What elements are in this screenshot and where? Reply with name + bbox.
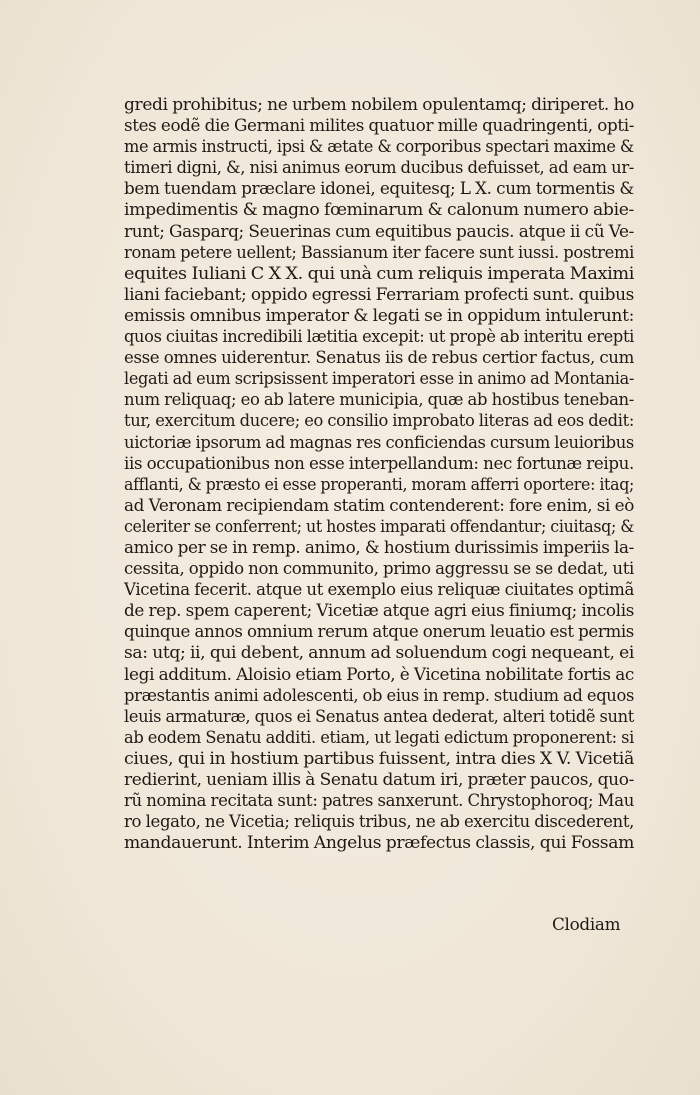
text-line: quinque annos omnium rerum atque onerum leuatio est permis bbox=[124, 621, 634, 642]
text-line: Vicetina fecerit. atque ut exemplo eius reliquæ ciuitates optimã bbox=[124, 579, 635, 600]
text-line: præstantis animi adolescenti, ob eius in remp. studium ad equos bbox=[124, 684, 634, 705]
text-line: redierint, ueniam illis à Senatu datum iri, præter paucos, quo- bbox=[124, 769, 635, 789]
text-line: legati ad eum scripsissent imperatori esse in animo ad Montania- bbox=[124, 368, 635, 389]
text-line: leuis armaturæ, quos ei Senatus antea dederat, alteri totidẽ sunt bbox=[124, 705, 634, 726]
text-line: ronam petere uellent; Bassianum iter facere sunt iussi. postremi bbox=[124, 241, 635, 262]
text-line: me armis instructi, ipsi & ætate & corporibus spectari maxime & bbox=[124, 136, 634, 157]
text-line: iis occupationibus non esse interpellandum: nec fortunæ reipu. bbox=[124, 452, 635, 473]
text-line: gredi prohibitus; ne urbem nobilem opulentamq; diriperet. ho bbox=[124, 94, 634, 114]
text-line: celeriter se conferrent; ut hostes imparati offendantur; ciuitasq; & bbox=[124, 515, 635, 536]
text-line: legi additum. Aloisio etiam Porto, è Vicetina nobilitate fortis ac bbox=[124, 663, 634, 684]
catchword: Clodiam bbox=[552, 914, 621, 934]
text-line: emissis omnibus imperator & legati se in oppidum intulerunt: bbox=[124, 304, 635, 325]
text-line: stes eodẽ die Germani milites quatuor mille quadringenti, opti- bbox=[124, 115, 635, 136]
text-line: liani faciebant; oppido egressi Ferrariam profecti sunt. quibus bbox=[124, 283, 635, 304]
text-line: cessita, oppido non communito, primo aggressu se se dedat, uti bbox=[124, 558, 634, 579]
text-line: tur, exercitum ducere; eo consilio improbato literas ad eos dedit: bbox=[124, 410, 634, 431]
text-line: mandauerunt. Interim Angelus præfectus classis, qui Fossam bbox=[124, 832, 634, 853]
text-line: ro legato, ne Vicetia; reliquis tribus, ne ab exercitu discederent, bbox=[124, 811, 635, 832]
text-line: afflanti, & præsto ei esse properanti, moram afferri oportere: itaq; bbox=[124, 473, 635, 494]
body-text bbox=[124, 94, 634, 853]
text-line: quos ciuitas incredibili lætitia excepit: ut propè ab interitu erepti bbox=[124, 326, 635, 347]
text-line: equites Iuliani C X X. qui unà cum reliquis imperata Maximi bbox=[124, 262, 634, 283]
text-line: ciues, qui in hostium partibus fuissent, intra dies X V. Vicetiã bbox=[124, 747, 635, 768]
text-line: num reliquaq; eo ab latere municipia, quæ ab hostibus teneban- bbox=[124, 389, 635, 410]
text-line: timeri digni, &, nisi animus eorum ducibus defuisset, ad eam ur- bbox=[124, 157, 635, 178]
text-line: bem tuendam præclare idonei, equitesq; L X. cum tormentis & bbox=[124, 178, 634, 199]
text-line: amico per se in remp. animo, & hostium durissimis imperiis la- bbox=[124, 536, 635, 557]
text-line: impedimentis & magno fœminarum & calonum numero abie- bbox=[124, 199, 635, 220]
text-line: ad Veronam recipiendam statim contenderent: fore enim, si eò bbox=[124, 494, 634, 515]
text-line: sa: utq; ii, qui debent, annum ad soluendum cogi nequeant, ei bbox=[124, 642, 635, 663]
text-line: ab eodem Senatu additi. etiam, ut legati edictum proponerent: si bbox=[124, 726, 635, 747]
text-line: esse omnes uiderentur. Senatus iis de rebus certior factus, cum bbox=[124, 347, 635, 368]
text-line: uictoriæ ipsorum ad magnas res conficiendas cursum leuioribus bbox=[124, 431, 634, 452]
text-line: runt; Gasparq; Seuerinas cum equitibus paucis. atque ii cũ Ve- bbox=[124, 220, 635, 241]
text-line: rũ nomina recitata sunt: patres sanxerunt. Chrystophoroq; Mau bbox=[124, 790, 634, 811]
text-line: de rep. spem caperent; Vicetiæ atque agri eius finiumq; incolis bbox=[124, 600, 634, 621]
